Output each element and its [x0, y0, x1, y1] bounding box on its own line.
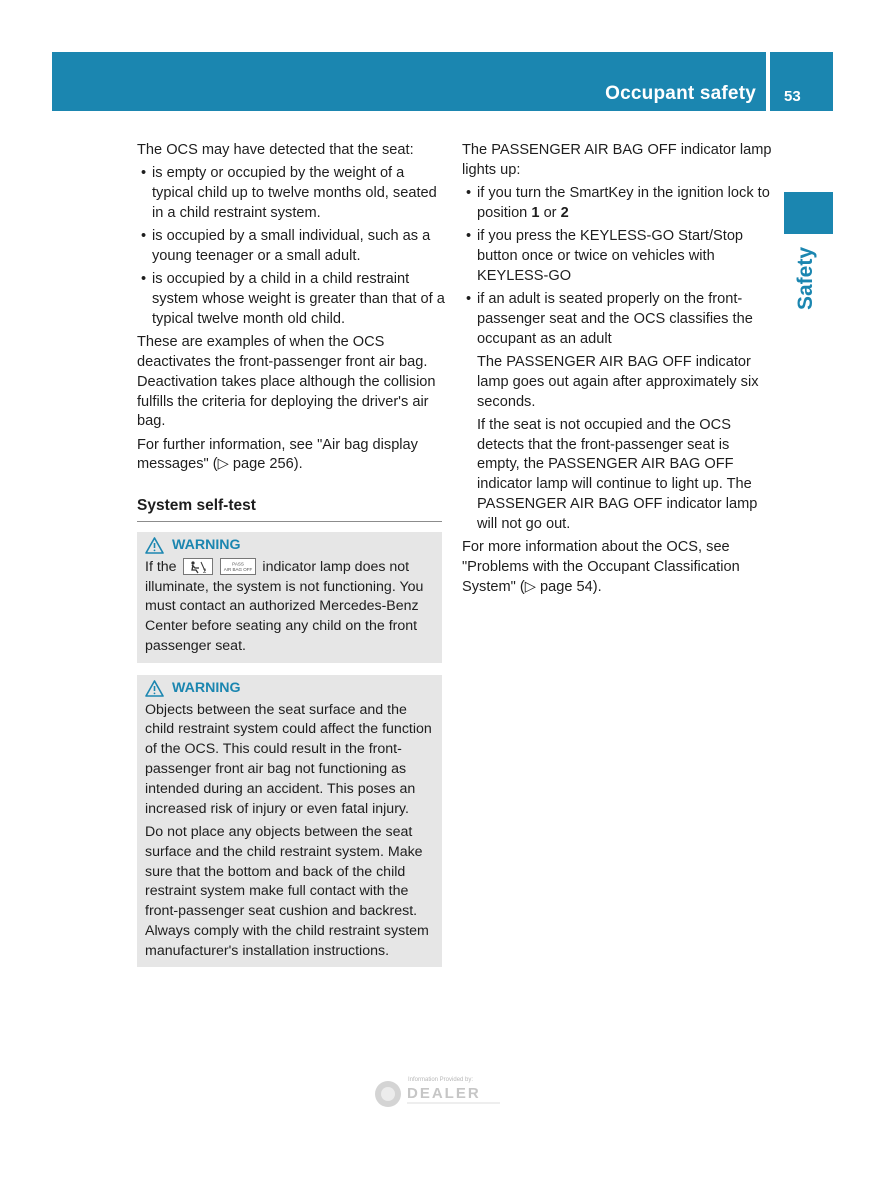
list-item: • is occupied by a child in a child restraint system whose weight is greater than that of a typical twelve month old child. — [141, 271, 445, 327]
right-bullet-list — [462, 184, 772, 349]
warning-triangle-icon — [145, 537, 164, 554]
svg-text:PASS: PASS — [232, 561, 245, 567]
bullet-dot: • — [466, 228, 472, 245]
warning-text: Objects between the seat surface and the child restraint system could affect the function of the OCS. This could result in the front-passenger front air bag not functioning as intended during an accident. This poses an increased risk of injury or even fatal injury. — [145, 701, 432, 817]
bullet-dot: • — [466, 291, 472, 308]
warning-text: If the 2 PASS AIR BAG OFF indicator lamp does not illuminate, the system is not functioning. You must contact an authorized Mercedes-Benz Center before seating any child on the front passenger seat. — [145, 558, 424, 655]
side-tab-label: Safety — [794, 246, 817, 310]
warning-triangle-icon — [145, 680, 164, 697]
warning-label: WARNING — [172, 679, 241, 696]
page-title: Occupant safety — [605, 83, 756, 104]
svg-text:DEALER: DEALER — [407, 1085, 481, 1102]
bullet-dot: • — [141, 228, 147, 245]
section-heading: System self-test — [137, 496, 442, 522]
list-item: • is empty or occupied by the weight of a typical child up to twelve months old, seated in a child restraint system. — [141, 165, 437, 221]
bullet-dot: • — [141, 165, 147, 182]
right-intro: The PASSENGER AIR BAG OFF indicator lamp lights up: — [462, 142, 772, 178]
page-number: 53 — [784, 88, 801, 105]
right-column — [462, 141, 772, 601]
indented-paragraph: If the seat is not occupied and the OCS detects that the front-passenger seat is empty, the PASSENGER AIR BAG OFF indicator lamp will continue to light up. The PASSENGER AIR BAG OFF indicator lamp will not go out. — [477, 416, 758, 532]
left-paragraph-reference: For further information, see "Air bag display messages" (▷ page 256). — [137, 436, 418, 473]
warning-label: WARNING — [172, 537, 241, 554]
dealer-watermark-logo — [372, 1072, 504, 1112]
left-intro: The OCS may have detected that the seat: — [137, 142, 414, 158]
passenger-airbag-off-lamp-icon — [220, 558, 256, 575]
warning-header — [145, 679, 434, 699]
page-number-box — [770, 52, 833, 111]
position-number: 1 — [531, 204, 540, 221]
list-item: • is occupied by a small individual, such as a young teenager or a small adult. — [141, 228, 431, 264]
side-tab-marker — [784, 192, 833, 234]
left-column — [137, 141, 445, 967]
header-bar — [52, 52, 766, 111]
list-item: • if you press the KEYLESS-GO Start/Stop button once or twice on vehicles with KEYLESS-GO — [466, 228, 744, 284]
left-paragraph: These are examples of when the OCS deactivates the front-passenger front air bag. Deactivation takes place although the collision fulfills the criteria for deploying the driver's air bag. — [137, 334, 436, 430]
warning-box — [137, 675, 442, 968]
svg-text:2: 2 — [202, 568, 206, 574]
bullet-dot: • — [466, 185, 472, 202]
warning-box — [137, 532, 442, 663]
child-seat-sensor-icon — [183, 558, 213, 575]
list-item: • if you turn the SmartKey in the ignition lock to position 1 or 2 — [466, 185, 770, 221]
indented-paragraph: The PASSENGER AIR BAG OFF indicator lamp goes out again after approximately six seconds. — [477, 353, 759, 410]
warning-text: Do not place any objects between the seat surface and the child restraint system. Make sure that the bottom and back of the child restraint system make full contact with the front-passenger seat cushion and backrest. Always comply with the child restraint system manufacturer's installation instructions. — [145, 823, 429, 959]
left-bullet-list — [137, 164, 445, 329]
warning-header — [145, 536, 434, 556]
svg-text:AIR BAG OFF: AIR BAG OFF — [224, 566, 253, 572]
right-outro-reference: For more information about the OCS, see "Problems with the Occupant Classification System" (▷ page 54). — [462, 539, 740, 595]
bullet-dot: • — [141, 271, 147, 288]
position-number: 2 — [560, 204, 569, 221]
list-item: • if an adult is seated properly on the front-passenger seat and the OCS classifies the occupant as an adult — [466, 291, 753, 347]
svg-text:Information Provided by:: Information Provided by: — [408, 1077, 474, 1083]
